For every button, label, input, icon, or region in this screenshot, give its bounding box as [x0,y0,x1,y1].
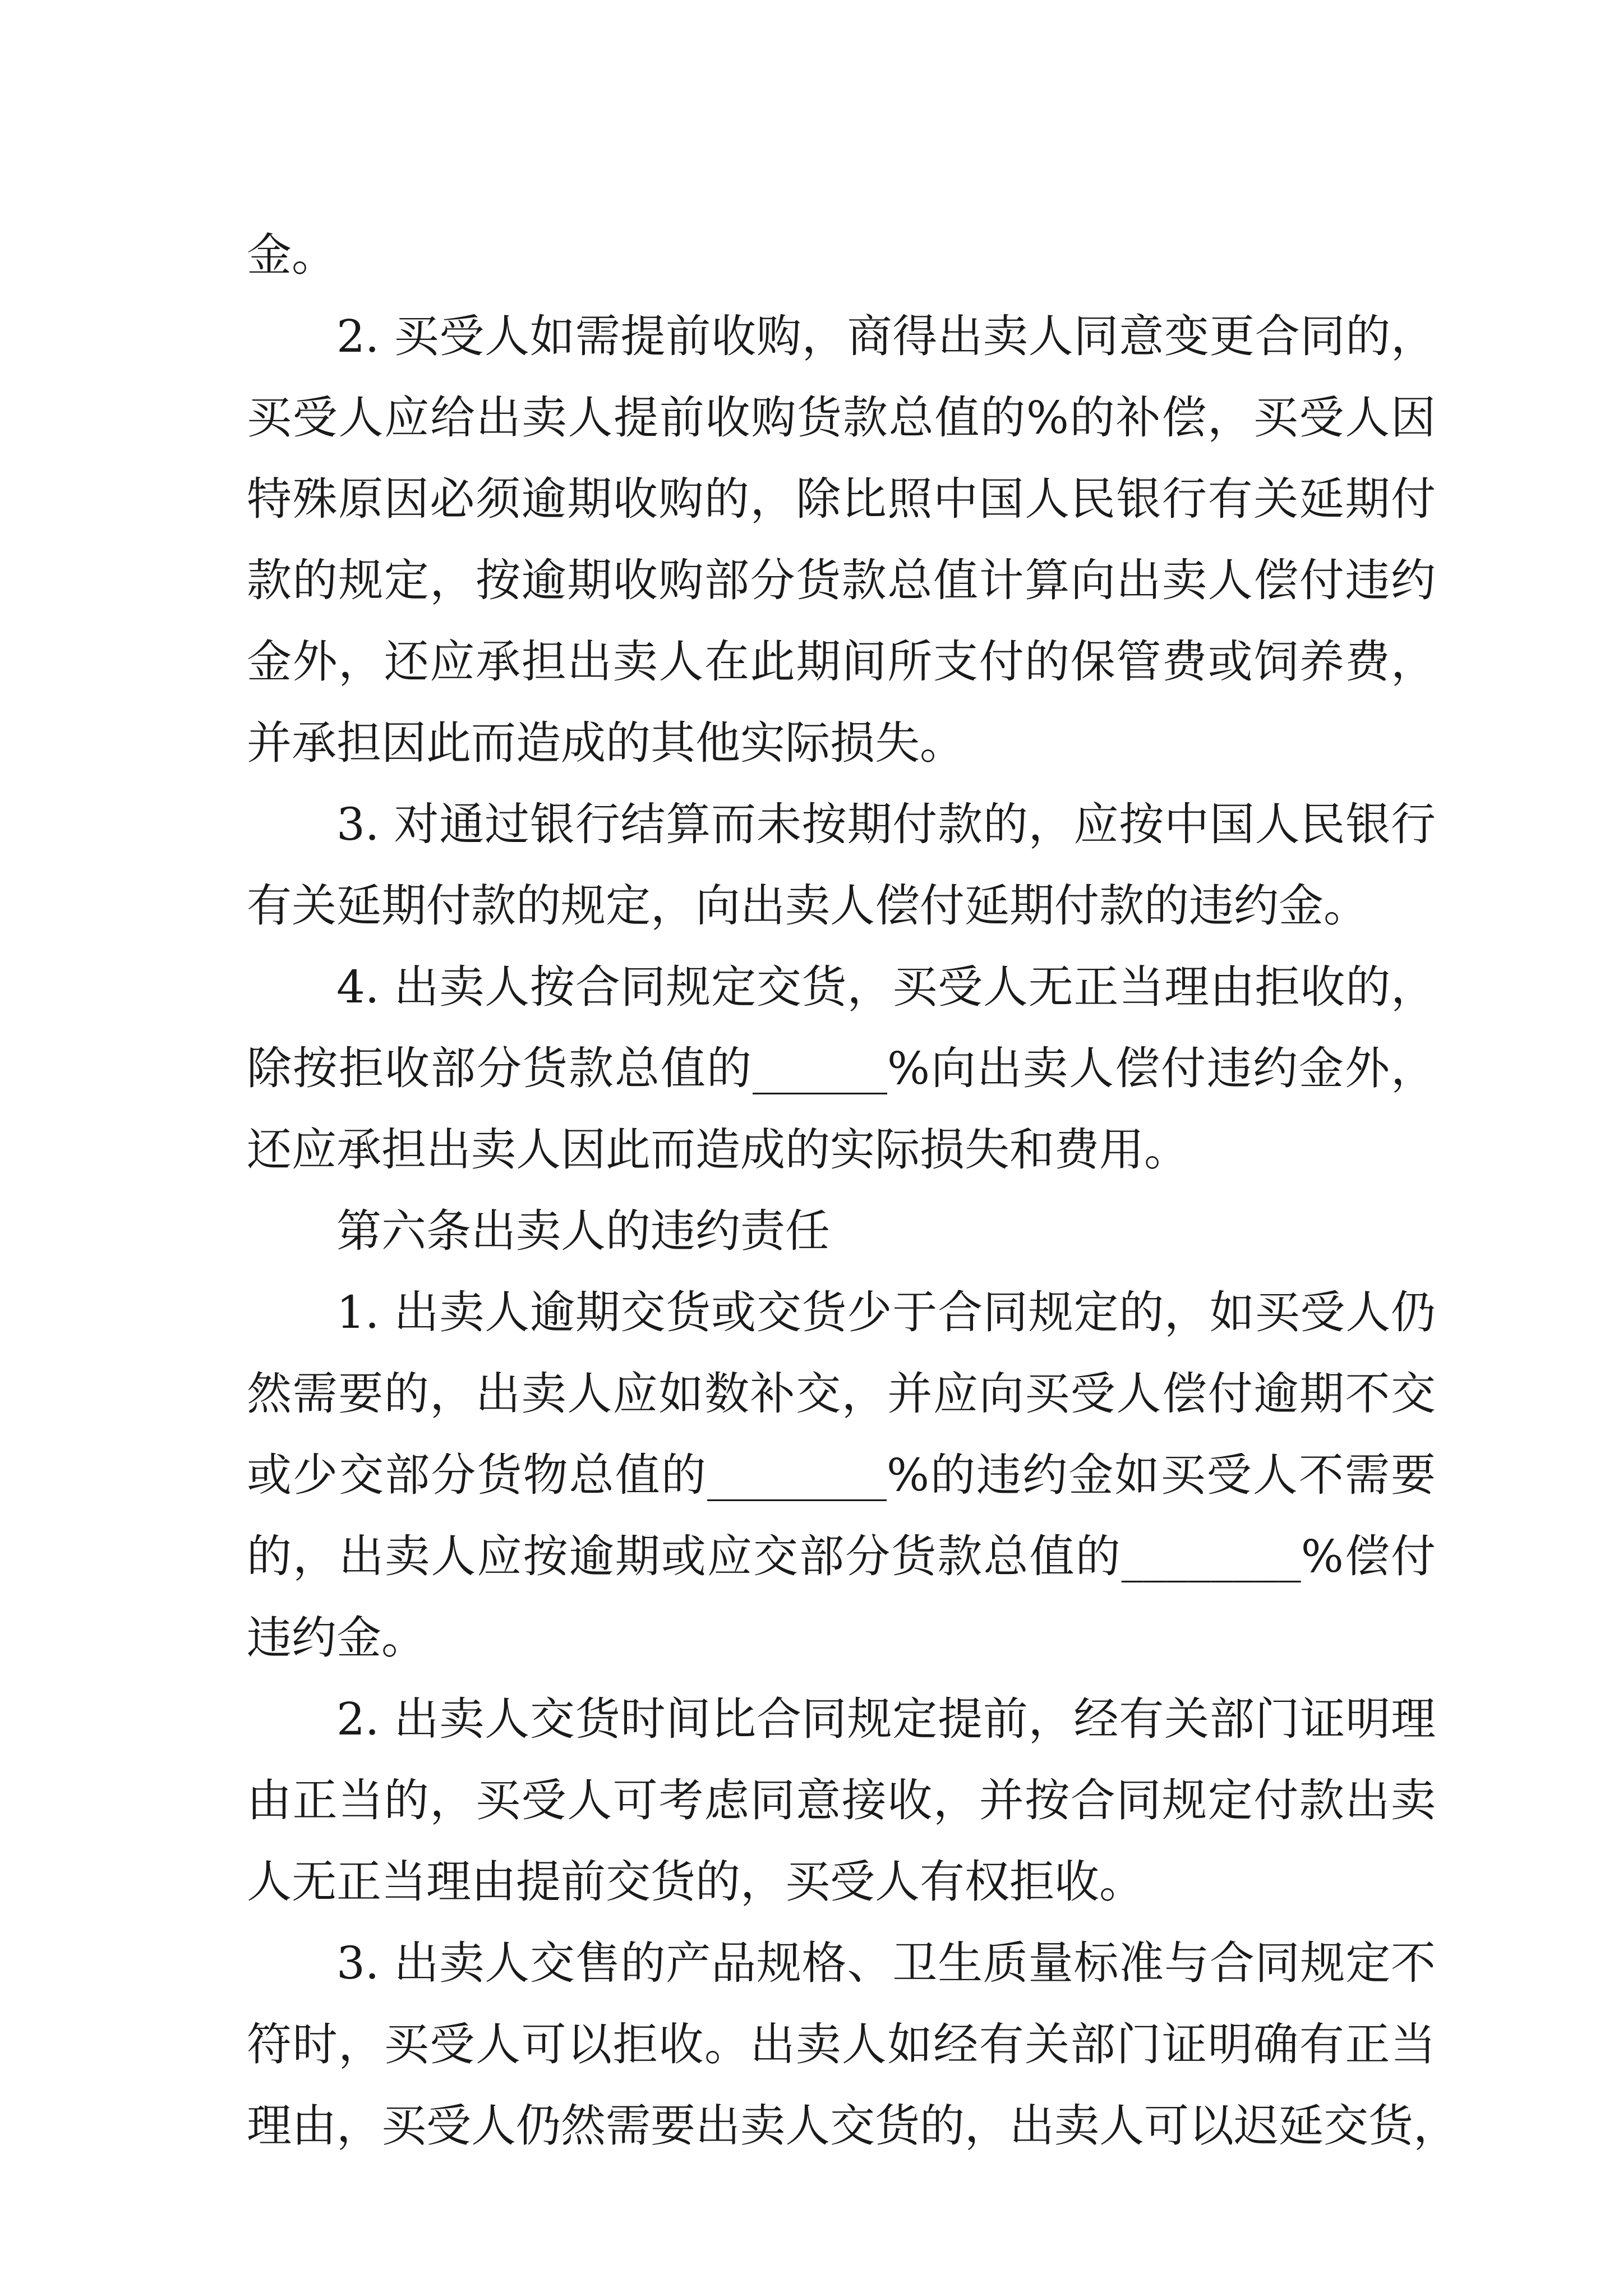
text-line: 并承担因此而造成的其他实际损失。 [247,717,965,769]
text-line: 人无正当理由提前交货的，买受人有权拒收。 [247,1856,1144,1908]
text-line: 的，出卖人应按逾期或应交部分货款总值的________%偿付 [247,1530,1436,1582]
paragraph-start-line: 4. 出卖人按合同规定交货，买受人无正当理由拒收的， [336,961,1436,1013]
text-line: 理由，买受人仍然需要出卖人交货的，出卖人可以迟延交货， [247,2100,1458,2152]
text-line: 然需要的，出卖人应如数补交，并应向买受人偿付逾期不交 [247,1368,1436,1420]
paragraph-start-line: 3. 出卖人交售的产品规格、卫生质量标准与合同规定不 [336,1937,1436,1989]
paragraph-start-line: 2. 出卖人交货时间比合同规定提前，经有关部门证明理 [336,1693,1436,1745]
text-line: 除按拒收部分货款总值的______%向出卖人偿付违约金外， [247,1042,1436,1094]
text-line: 由正当的，买受人可考虑同意接收，并按合同规定付款出卖 [247,1774,1436,1826]
text-line: 符时，买受人可以拒收。出卖人如经有关部门证明确有正当 [247,2018,1436,2070]
paragraph-start-line: 1. 出卖人逾期交货或交货少于合同规定的，如买受人仍 [336,1286,1436,1338]
text-line: 特殊原因必须逾期收购的，除比照中国人民银行有关延期付 [247,473,1436,525]
text-line: 或少交部分货物总值的________%的违约金如买受人不需要 [247,1449,1436,1501]
text-line: 有关延期付款的规定，向出卖人偿付延期付款的违约金。 [247,880,1368,932]
text-line: 违约金。 [247,1612,426,1664]
text-line: 还应承担出卖人因此而造成的实际损失和费用。 [247,1124,1189,1176]
section-heading: 第六条出卖人的违约责任 [336,1205,830,1257]
text-line: 金。 [247,229,336,281]
text-line: 款的规定，按逾期收购部分货款总值计算向出卖人偿付违约 [247,554,1436,606]
paragraph-start-line: 3. 对通过银行结算而未按期付款的，应按中国人民银行 [336,798,1436,850]
text-line: 买受人应给出卖人提前收购货款总值的%的补偿，买受人因 [247,392,1436,444]
paragraph-start-line: 2. 买受人如需提前收购，商得出卖人同意变更合同的， [336,310,1436,362]
document-body [247,214,1458,2166]
text-line: 金外，还应承担出卖人在此期间所支付的保管费或饲养费， [247,636,1436,688]
